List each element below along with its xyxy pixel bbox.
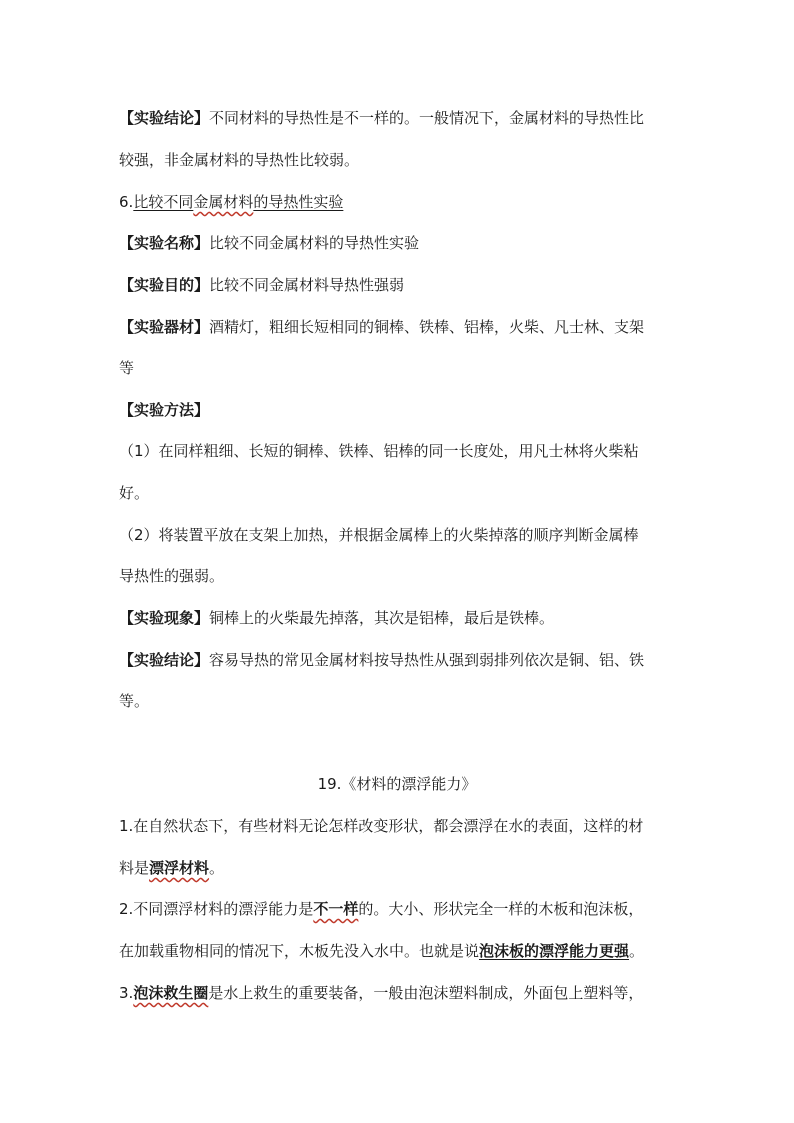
- experiment-equipment-line2: 等: [119, 359, 135, 377]
- point3-line1: 3.泡沫救生圈是水上救生的重要装备，一般由泡沫塑料制成，外面包上塑料等，: [119, 984, 644, 1002]
- item6-heading: 6.比较不同金属材料的导热性实验: [119, 193, 344, 211]
- experiment-conclusion-line2: 等。: [119, 692, 150, 710]
- experiment-goal: 【实验目的】比较不同金属材料导热性强弱: [119, 276, 405, 294]
- term-metal-material: 金属材料: [193, 193, 254, 211]
- experiment-name: 【实验名称】比较不同金属材料的导热性实验: [119, 234, 420, 252]
- experiment-method-heading: 【实验方法】: [119, 401, 210, 419]
- point2-line2: 在加载重物相同的情况下，木板先没入水中。也就是说泡沫板的漂浮能力更强。: [119, 942, 645, 960]
- method-step1-line1: （1）在同样粗细、长短的铜棒、铁棒、铝棒的同一长度处，用凡士林将火柴粘: [119, 442, 639, 460]
- conclusion-paragraph-line1: 【实验结论】不同材料的导热性是不一样的。一般情况下，金属材料的导热性比: [119, 109, 645, 127]
- term-foam-floats-better: 泡沫板的漂浮能力更强: [479, 942, 630, 960]
- term-floating-material: 漂浮材料: [149, 859, 210, 877]
- method-step2-line2: 导热性的强弱。: [119, 567, 225, 585]
- experiment-equipment-line1: 【实验器材】酒精灯，粗细长短相同的铜棒、铁棒、铝棒，火柴、凡士林、支架: [119, 318, 645, 336]
- method-step1-line2: 好。: [119, 484, 150, 502]
- point2-line1: 2.不同漂浮材料的漂浮能力是不一样的。大小、形状完全一样的木板和泡沫板，: [119, 900, 644, 918]
- lesson-title: 19.《材料的漂浮能力》: [317, 775, 477, 793]
- term-foam-life-buoy: 泡沫救生圈: [133, 984, 209, 1002]
- method-step2-line1: （2）将装置平放在支架上加热，并根据金属棒上的火柴掉落的顺序判断金属棒: [119, 526, 639, 544]
- experiment-conclusion-line1: 【实验结论】容易导热的常见金属材料按导热性从强到弱排列依次是铜、铝、铁: [119, 651, 645, 669]
- point1-line1: 1.在自然状态下，有些材料无论怎样改变形状，都会漂浮在水的表面，这样的材: [119, 817, 644, 835]
- label-conclusion: 【实验结论】: [119, 109, 210, 127]
- point1-line2: 料是漂浮材料。: [119, 859, 225, 877]
- experiment-phenomenon: 【实验现象】铜棒上的火柴最先掉落，其次是铝棒，最后是铁棒。: [119, 609, 555, 627]
- conclusion-paragraph-line2: 较强，非金属材料的导热性比较弱。: [119, 151, 360, 169]
- term-different: 不一样: [313, 900, 359, 918]
